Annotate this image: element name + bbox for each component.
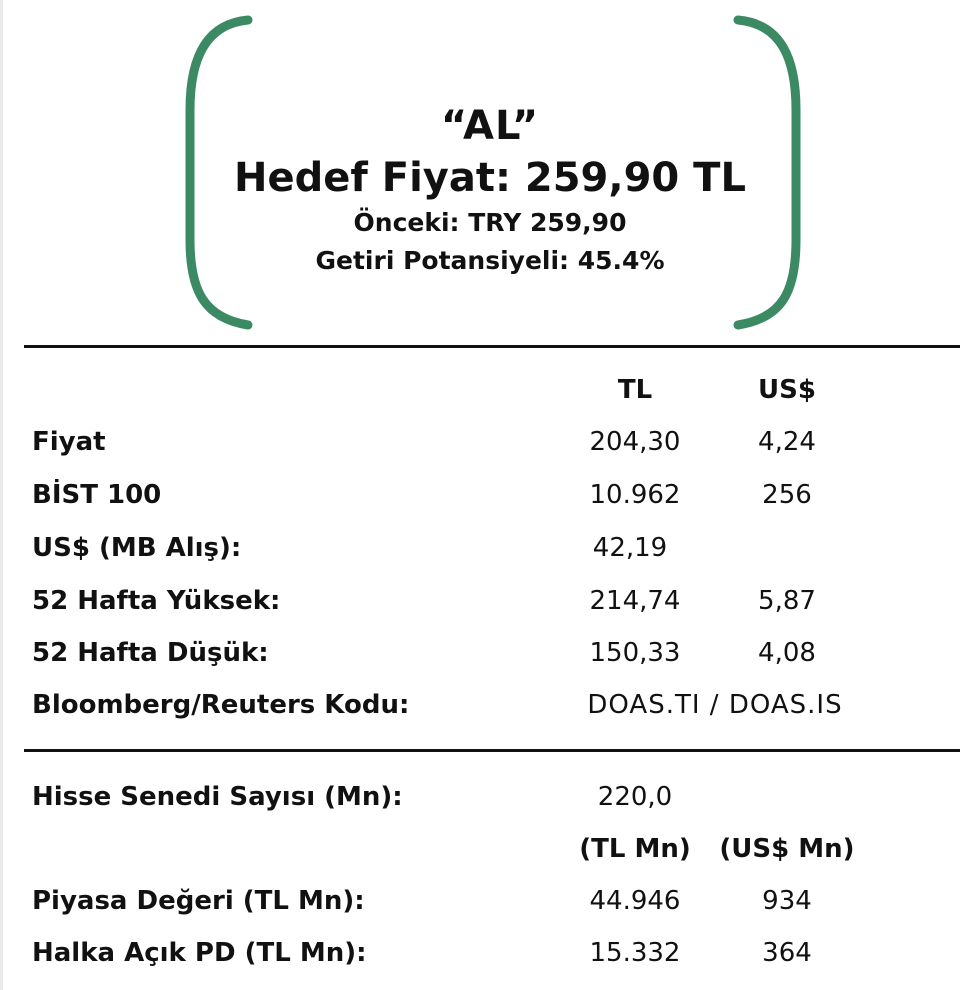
column-header-usd-mn: (US$ Mn) bbox=[719, 834, 855, 864]
row-value-price-tl: 204,30 bbox=[589, 427, 681, 457]
rating-label: “AL” bbox=[440, 103, 540, 149]
column-header-usd: US$ bbox=[758, 375, 816, 405]
row-value-bist100-usd: 256 bbox=[762, 480, 812, 510]
previous-target: Önceki: TRY 259,90 bbox=[353, 208, 627, 237]
row-label-52w-high: 52 Hafta Yüksek: bbox=[32, 586, 281, 616]
return-potential: Getiri Potansiyeli: 45.4% bbox=[315, 246, 665, 275]
divider-bottom bbox=[24, 749, 960, 752]
row-value-market-cap-tl: 44.946 bbox=[589, 886, 681, 916]
row-value-free-float-cap-tl: 15.332 bbox=[589, 938, 681, 968]
row-label-share-count: Hisse Senedi Sayısı (Mn): bbox=[32, 782, 403, 812]
row-value-free-float-cap-usd: 364 bbox=[762, 938, 812, 968]
row-value-bist100-tl: 10.962 bbox=[589, 480, 681, 510]
target-price: Hedef Fiyat: 259,90 TL bbox=[234, 155, 746, 201]
row-value-market-cap-usd: 934 bbox=[762, 886, 812, 916]
row-label-bist100: BİST 100 bbox=[32, 480, 162, 510]
row-value-52w-low-usd: 4,08 bbox=[758, 638, 816, 668]
column-header-tl: TL bbox=[617, 375, 653, 405]
row-value-ticker-codes: DOAS.TI / DOAS.IS bbox=[587, 690, 843, 720]
row-value-52w-high-tl: 214,74 bbox=[589, 586, 681, 616]
row-label-52w-low: 52 Hafta Düşük: bbox=[32, 638, 269, 668]
column-header-tl-mn: (TL Mn) bbox=[579, 834, 691, 864]
row-value-52w-high-usd: 5,87 bbox=[758, 586, 816, 616]
row-label-usd-rate: US$ (MB Alış): bbox=[32, 533, 242, 563]
row-label-free-float-cap: Halka Açık PD (TL Mn): bbox=[32, 938, 367, 968]
row-label-price: Fiyat bbox=[32, 427, 106, 457]
row-value-share-count: 220,0 bbox=[597, 782, 673, 812]
row-value-52w-low-tl: 150,33 bbox=[589, 638, 681, 668]
row-value-price-usd: 4,24 bbox=[758, 427, 816, 457]
row-value-usd-rate: 42,19 bbox=[592, 533, 668, 563]
divider-top bbox=[24, 345, 960, 348]
row-label-ticker-codes: Bloomberg/Reuters Kodu: bbox=[32, 690, 410, 720]
rating-block bbox=[190, 100, 790, 280]
row-label-market-cap: Piyasa Değeri (TL Mn): bbox=[32, 886, 365, 916]
